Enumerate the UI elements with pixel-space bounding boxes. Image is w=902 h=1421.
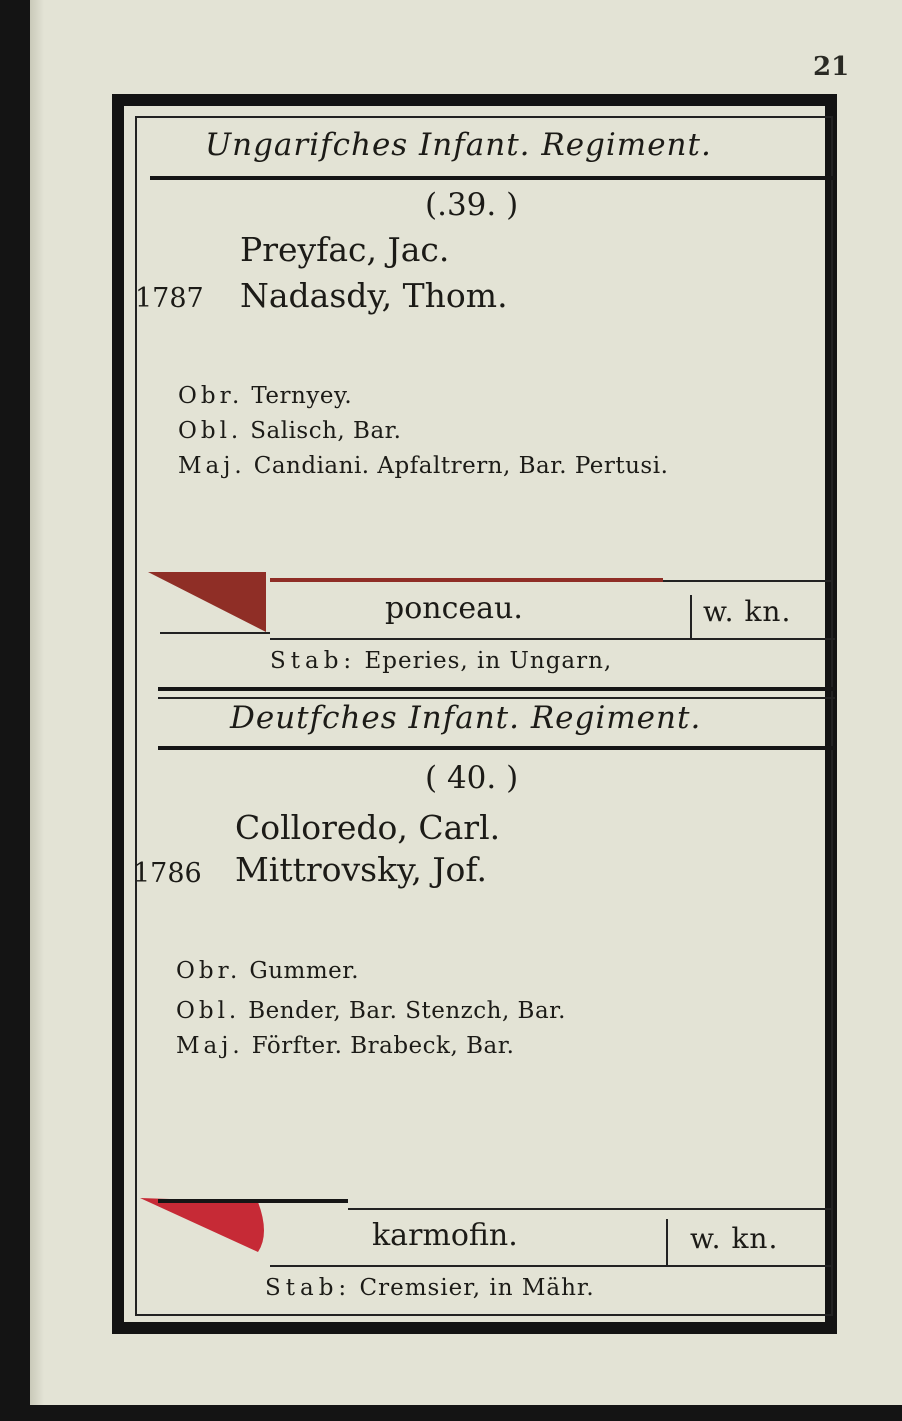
regiment-year: 1786 [133,858,202,889]
ponceau-color-swatch [148,568,273,634]
facing-color-name: karmofin. [372,1218,518,1253]
facing-color-wedge [148,572,266,632]
officer-obl: Obl. Bender, Bar. Stenzch, Bar. [176,998,566,1024]
regiment-heading: Deutfches Infant. Regiment. [230,700,702,736]
buttons-separator [666,1219,668,1265]
page-number: 21 [813,52,850,82]
officer-obl: Obl. Salisch, Bar. [178,418,402,444]
color-row-top-rule-left [158,1199,348,1203]
garrison-line: Stab: Cremsier, in Mähr. [265,1275,595,1301]
section-divider-bottom [158,697,835,699]
facing-color-wedge [140,1198,264,1252]
section-divider-top [158,687,835,691]
karmosin-color-swatch [140,1194,272,1256]
regiment-year: 1787 [135,283,204,314]
color-row-bottom-rule [270,638,835,640]
officer-obr: Obr. Gummer. [176,958,360,984]
regiment-inhaber: Preyfac, Jac. [240,230,450,269]
officer-maj: Maj. Förfter. Brabeck, Bar. [176,1033,515,1059]
heading-divider [150,176,835,180]
color-row-left-rule [160,632,270,634]
regiment-inhaber: Colloredo, Carl. [235,808,501,847]
color-row-top-rule [348,1208,831,1210]
regiment-commander: Nadasdy, Thom. [240,276,508,315]
swatch-top-edge [270,578,663,582]
buttons-separator [690,595,692,639]
facing-color-name: ponceau. [385,591,523,626]
color-row-bottom-rule [270,1265,831,1267]
color-row-top-rule [663,580,831,582]
button-color: w. kn. [690,1222,779,1255]
page-gutter-shadow [30,0,44,1405]
garrison-line: Stab: Eperies, in Ungarn, [270,648,613,674]
regiment-heading: Ungarifches Infant. Regiment. [205,127,712,163]
officer-obr: Obr. Ternyey. [178,383,353,409]
button-color: w. kn. [703,595,792,628]
regiment-number: ( 40. ) [425,760,519,796]
officer-maj: Maj. Candiani. Apfaltrern, Bar. Pertusi. [178,453,669,479]
regiment-commander: Mittrovsky, Jof. [235,850,487,889]
heading-divider [158,746,835,750]
regiment-number: (.39. ) [425,187,519,223]
